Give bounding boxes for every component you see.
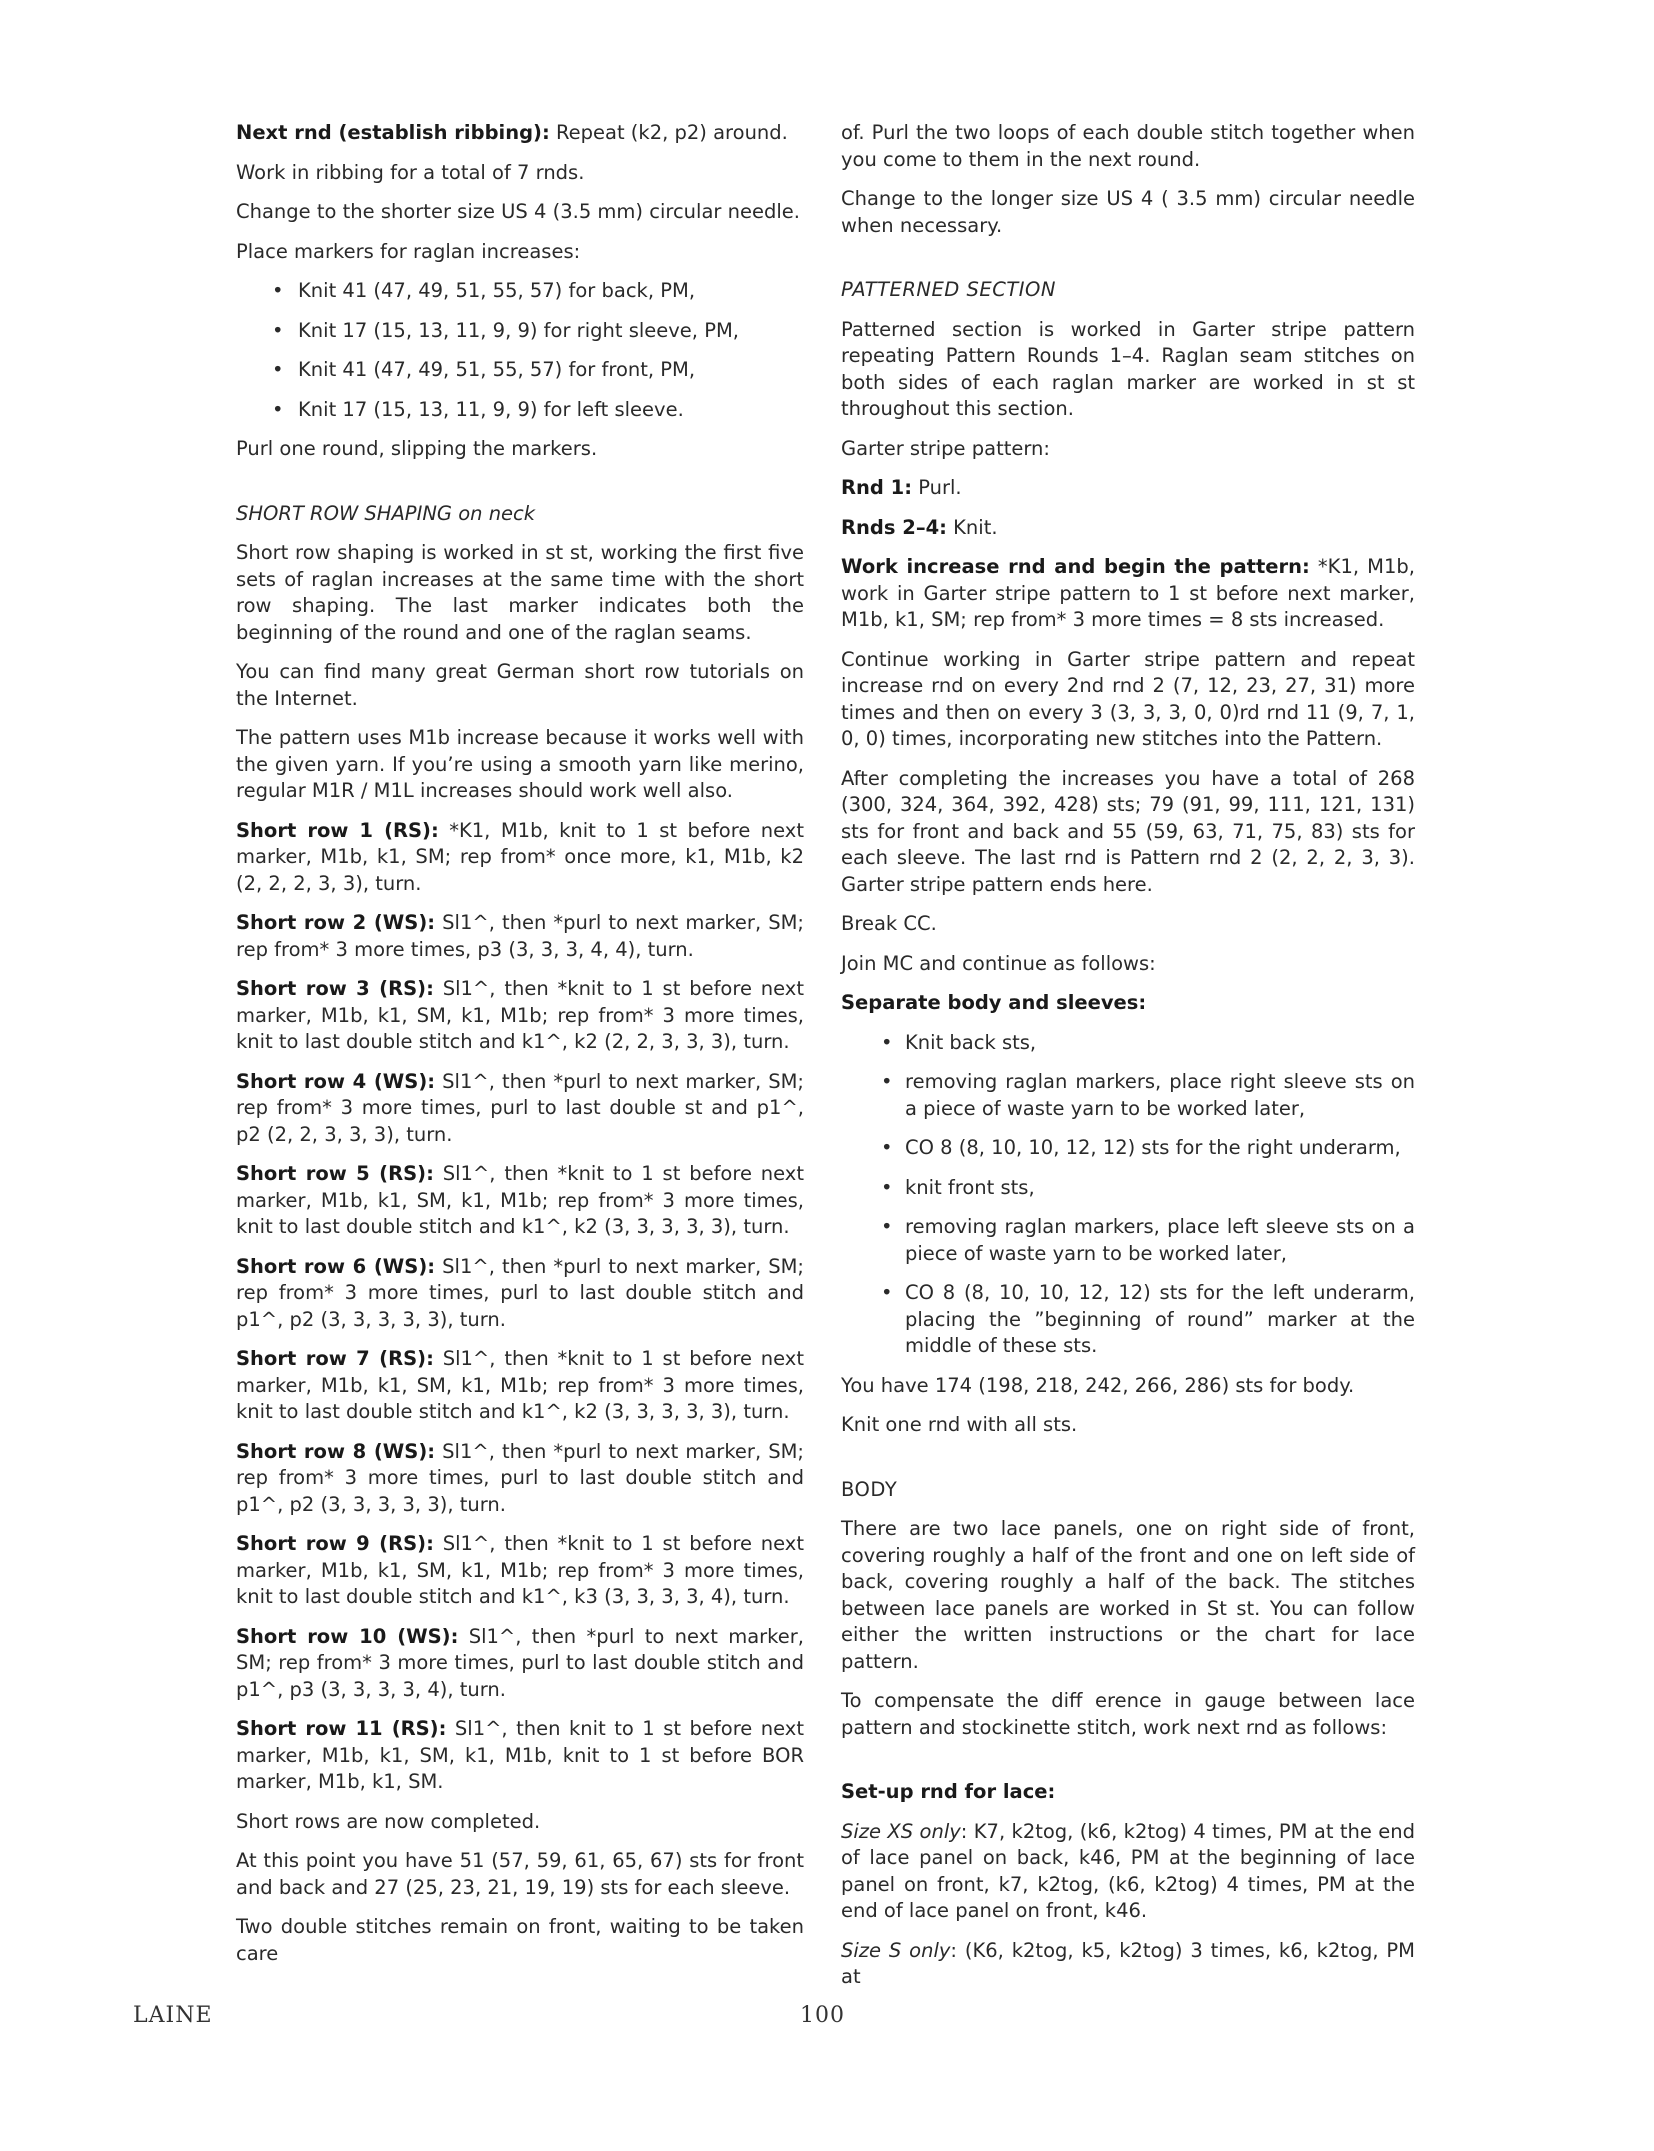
markers-intro: Place markers for raglan increases: — [236, 239, 581, 263]
short-row-1: Short row 1 (RS): *K1, M1b, knit to 1 st before next marker, M1b, k1, SM; rep from* once more, k1, M1b, k2 (2, 2, 2, 3, 3), turn. — [236, 818, 804, 895]
patterned-intro: Patterned section is worked in Garter stripe pattern repeating Pattern Rounds 1–4. Raglan seam stitches on both sides of each raglan marker are worked in st st throughout this section. — [841, 317, 1415, 420]
short-row-6: Short row 6 (WS): Sl1^, then *purl to next marker, SM; rep from* 3 more times, purl to last double stitch and p1^, p2 (3, 3, 3, 3, 3), turn. — [236, 1254, 804, 1331]
list-item: • Knit back sts, — [841, 1030, 1415, 1057]
list-item: • CO 8 (8, 10, 10, 12, 12) sts for the left underarm, placing the ”beginning of round” marker at the middle of these sts. — [841, 1280, 1415, 1360]
list-item: • knit front sts, — [841, 1175, 1415, 1202]
short-row-5: Short row 5 (RS): Sl1^, then *knit to 1 st before next marker, M1b, k1, SM, k1, M1b; rep from* 3 more times, knit to last double stitch and k1^, k2 (3, 3, 3, 3, 3), turn. — [236, 1162, 804, 1238]
right-column — [841, 120, 1415, 2004]
stitch-count: At this point you have 51 (57, 59, 61, 65, 67) sts for front and back and 27 (25, 23, 21, 19, 19) sts for each sleeve. — [236, 1849, 804, 1899]
body-intro: There are two lace panels, one on right side of front, covering roughly a half of the front and one on left side of back, covering roughly a half of the back. The stitches between lace panels are worked in St st. You can follow either the written instructions or the chart for lace pattern. — [841, 1517, 1415, 1673]
short-row-2: Short row 2 (WS): Sl1^, then *purl to next marker, SM; rep from* 3 more times, p3 (3, 3, 3, 4, 4), turn. — [236, 911, 804, 961]
knit-one-round: Knit one rnd with all sts. — [841, 1413, 1078, 1436]
section-title-body: BODY — [841, 1477, 898, 1501]
section-title-short-row: SHORT ROW SHAPING on neck — [236, 501, 536, 525]
double-stitch-continued: of. Purl the two loops of each double stitch together when you come to them in the next round. — [841, 121, 1415, 171]
publication-name: LAINE — [133, 2003, 213, 2028]
separate-heading: Separate body and sleeves: — [841, 991, 1147, 1014]
left-column — [236, 120, 804, 1980]
list-item: • Knit 41 (47, 49, 51, 55, 57) for front, PM, — [236, 357, 804, 384]
rounds-2-4: Rnds 2–4: Knit. — [841, 515, 998, 539]
garter-label: Garter stripe pattern: — [841, 436, 1050, 460]
round-1: Rnd 1: Purl. — [841, 476, 962, 499]
after-increases: After completing the increases you have a total of 268 (300, 324, 364, 392, 428) sts; 79 (91, 99, 111, 121, 131) sts for front and back and 55 (59, 63, 71, 75, 83) sts for each sleeve. The last rnd is Pattern rnd 2 (2, 2, 2, 3, 3). Garter stripe pattern ends here. — [841, 766, 1415, 896]
longer-needle-change: Change to the longer size US 4 ( 3.5 mm) circular needle when necessary. — [841, 187, 1415, 237]
join-mc: Join MC and continue as follows: — [841, 951, 1156, 975]
gauge-compensation: To compensate the diff erence in gauge between lace pattern and stockinette stitch, work next rnd as follows: — [841, 1689, 1415, 1739]
size-xs-instructions: Size XS only: K7, k2tog, (k6, k2tog) 4 times, PM at the end of lace panel on back, k46, PM at the beginning of lace panel on front, k7, k2tog, (k6, k2tog) 4 times, PM at the end of lace panel on front, k46. — [841, 1819, 1415, 1922]
size-s-instructions: Size S only: (K6, k2tog, k5, k2tog) 3 times, k6, k2tog, PM at — [841, 1938, 1415, 1988]
short-row-8: Short row 8 (WS): Sl1^, then *purl to next marker, SM; rep from* 3 more times, purl to last double stitch and p1^, p2 (3, 3, 3, 3, 3), turn. — [236, 1439, 804, 1516]
page-number: 100 — [800, 2003, 845, 2028]
increase-round: Work increase rnd and begin the pattern: *K1, M1b, work in Garter stripe pattern to 1 st before next marker, M1b, k1, SM; rep from* 3 more times = 8 sts increased. — [841, 555, 1415, 631]
list-item: • CO 8 (8, 10, 10, 12, 12) sts for the right underarm, — [841, 1135, 1415, 1162]
short-row-11: Short row 11 (RS): Sl1^, then knit to 1 st before next marker, M1b, k1, SM, k1, M1b, knit to 1 st before BOR marker, M1b, k1, SM. — [236, 1717, 804, 1793]
short-row-intro: Short row shaping is worked in st st, working the first five sets of raglan increases at the same time with the short row shaping. The last marker indicates both the beginning of the round and one of the raglan seams. — [236, 541, 804, 644]
list-item: • Knit 41 (47, 49, 51, 55, 57) for back, PM, — [236, 278, 804, 305]
marker-list — [236, 278, 804, 423]
short-row-9: Short row 9 (RS): Sl1^, then *knit to 1 st before next marker, M1b, k1, SM, k1, M1b; rep from* 3 more times, knit to last double stitch and k1^, k3 (3, 3, 3, 3, 4), turn. — [236, 1532, 804, 1608]
break-cc: Break CC. — [841, 912, 937, 935]
short-row-m1b-note: The pattern uses M1b increase because it works well with the given yarn. If you’re using a smooth yarn like merino, regular M1R / M1L increases should work well also. — [236, 726, 804, 802]
ribbing-paragraph: Next rnd (establish ribbing): Repeat (k2, p2) around. — [236, 121, 788, 144]
needle-change: Change to the shorter size US 4 (3.5 mm) circular needle. — [236, 200, 800, 223]
short-row-tutorials: You can find many great German short row tutorials on the Internet. — [236, 660, 804, 710]
short-row-10: Short row 10 (WS): Sl1^, then *purl to next marker, SM; rep from* 3 more times, purl to last double stitch and p1^, p3 (3, 3, 3, 3, 4), turn. — [236, 1624, 804, 1701]
short-row-7: Short row 7 (RS): Sl1^, then *knit to 1 st before next marker, M1b, k1, SM, k1, M1b; rep from* 3 more times, knit to last double stitch and k1^, k2 (3, 3, 3, 3, 3), turn. — [236, 1347, 804, 1423]
list-item: • Knit 17 (15, 13, 11, 9, 9) for right sleeve, PM, — [236, 318, 804, 345]
list-item: • removing raglan markers, place right sleeve sts on a piece of waste yarn to be worked later, — [841, 1069, 1415, 1122]
continue-pattern: Continue working in Garter stripe pattern and repeat increase rnd on every 2nd rnd 2 (7, 12, 23, 27, 31) more times and then on every 3 (3, 3, 3, 0, 0)rd rnd 11 (9, 7, 1, 0, 0) times, incorporating new stitches into the Pattern. — [841, 647, 1415, 750]
list-item: • removing raglan markers, place left sleeve sts on a piece of waste yarn to be worked later, — [841, 1214, 1415, 1267]
double-stitches-note: Two double stitches remain on front, waiting to be taken care — [236, 1915, 804, 1965]
section-title-patterned: PATTERNED SECTION — [841, 278, 1056, 301]
short-rows-completed: Short rows are now completed. — [236, 1809, 541, 1833]
short-row-4: Short row 4 (WS): Sl1^, then *purl to next marker, SM; rep from* 3 more times, purl to last double st and p1^, p2 (2, 2, 3, 3, 3), turn. — [236, 1069, 804, 1146]
ribbing-rounds: Work in ribbing for a total of 7 rnds. — [236, 160, 585, 184]
setup-heading: Set-up rnd for lace: — [841, 1780, 1056, 1803]
separate-list — [841, 1030, 1415, 1360]
short-row-3: Short row 3 (RS): Sl1^, then *knit to 1 st before next marker, M1b, k1, SM, k1, M1b; rep from* 3 more times, knit to last double stitch and k1^, k2 (2, 2, 3, 3, 3), turn. — [236, 977, 804, 1053]
body-stitch-count: You have 174 (198, 218, 242, 266, 286) sts for body. — [841, 1373, 1355, 1397]
purl-round: Purl one round, slipping the markers. — [236, 437, 598, 460]
list-item: • Knit 17 (15, 13, 11, 9, 9) for left sleeve. — [236, 397, 804, 424]
ribbing-heading: Next rnd (establish ribbing): — [236, 121, 550, 144]
